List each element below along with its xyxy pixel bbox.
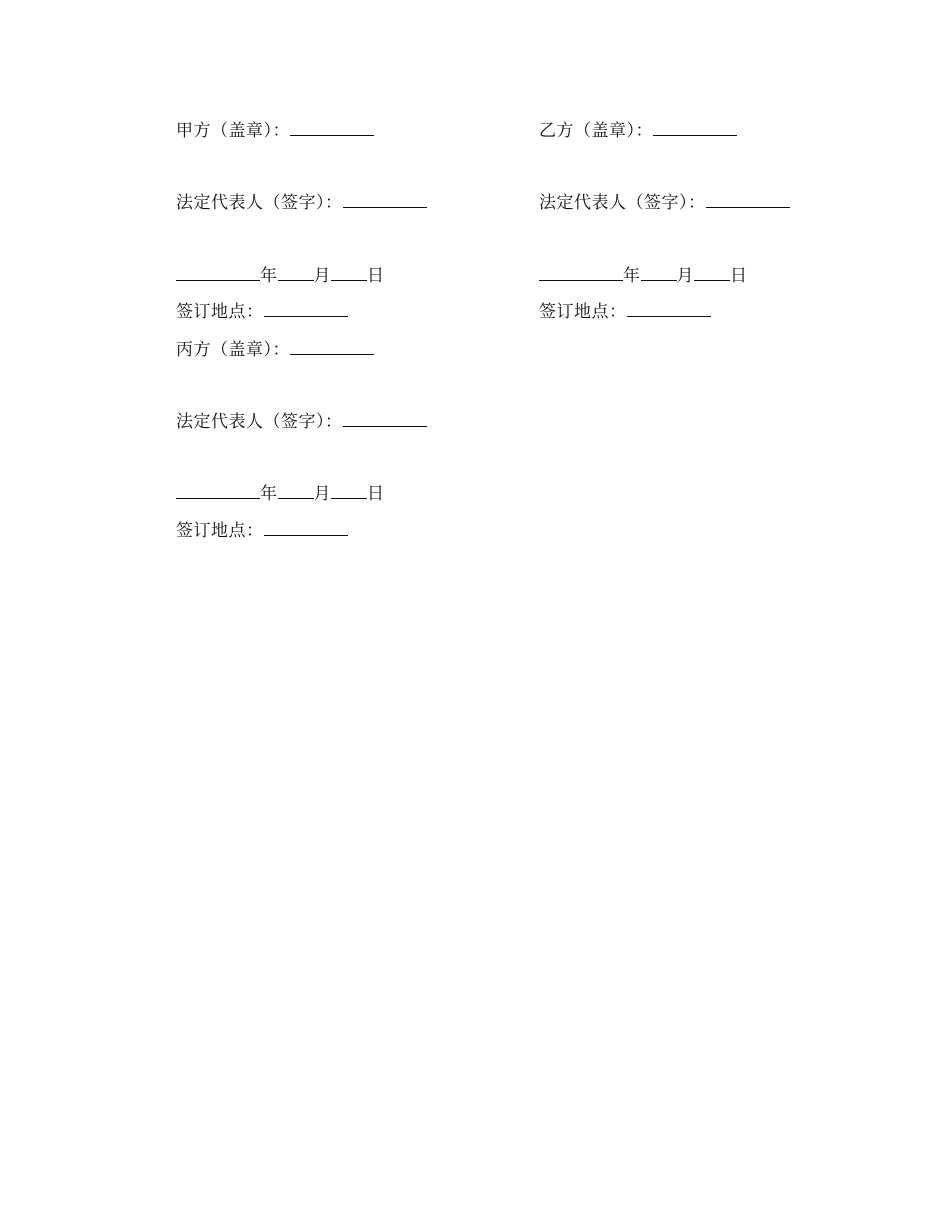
party-c-place-label: 签订地点： bbox=[176, 521, 264, 541]
party-b-month-label: 月 bbox=[676, 266, 694, 286]
party-c-seal-blank[interactable] bbox=[290, 339, 374, 355]
party-a-seal-label: 甲方（盖章）： bbox=[176, 121, 290, 141]
party-c-date-line bbox=[176, 483, 385, 505]
party-c-place-blank[interactable] bbox=[264, 520, 348, 536]
party-c-day-blank[interactable] bbox=[331, 483, 367, 499]
party-b-place-line bbox=[539, 301, 711, 323]
party-b-date-line bbox=[539, 265, 748, 287]
party-c-month-blank[interactable] bbox=[278, 483, 314, 499]
party-a-month-label: 月 bbox=[313, 266, 331, 286]
party-c-rep-blank[interactable] bbox=[343, 411, 427, 427]
party-a-rep-blank[interactable] bbox=[343, 192, 427, 208]
party-b-month-blank[interactable] bbox=[641, 265, 677, 281]
party-a-place-label: 签订地点： bbox=[176, 302, 264, 322]
party-c-rep-label: 法定代表人（签字）： bbox=[176, 412, 343, 432]
party-b-day-blank[interactable] bbox=[694, 265, 730, 281]
party-a-rep-label: 法定代表人（签字）： bbox=[176, 193, 343, 213]
party-c-rep-line bbox=[176, 411, 427, 433]
party-b-rep-line bbox=[539, 192, 790, 214]
party-b-day-label: 日 bbox=[730, 266, 748, 286]
party-c-seal-label: 丙方（盖章）： bbox=[176, 340, 290, 360]
party-a-year-label: 年 bbox=[260, 266, 278, 286]
party-b-place-blank[interactable] bbox=[627, 301, 711, 317]
party-b-seal-blank[interactable] bbox=[653, 120, 737, 136]
party-a-seal-line bbox=[176, 120, 374, 142]
party-b-seal-line bbox=[539, 120, 737, 142]
party-a-month-blank[interactable] bbox=[278, 265, 314, 281]
party-c-seal-line bbox=[176, 339, 374, 361]
party-b-place-label: 签订地点： bbox=[539, 302, 627, 322]
party-a-day-label: 日 bbox=[367, 266, 385, 286]
party-b-rep-label: 法定代表人（签字）： bbox=[539, 193, 706, 213]
party-a-day-blank[interactable] bbox=[331, 265, 367, 281]
party-c-year-label: 年 bbox=[260, 484, 278, 504]
party-c-year-blank[interactable] bbox=[176, 483, 260, 499]
party-b-year-label: 年 bbox=[623, 266, 641, 286]
party-b-rep-blank[interactable] bbox=[706, 192, 790, 208]
party-a-place-blank[interactable] bbox=[264, 301, 348, 317]
party-a-place-line bbox=[176, 301, 348, 323]
party-a-rep-line bbox=[176, 192, 427, 214]
party-a-year-blank[interactable] bbox=[176, 265, 260, 281]
party-a-seal-blank[interactable] bbox=[290, 120, 374, 136]
party-c-day-label: 日 bbox=[367, 484, 385, 504]
party-c-place-line bbox=[176, 520, 348, 542]
party-b-seal-label: 乙方（盖章）： bbox=[539, 121, 653, 141]
party-c-month-label: 月 bbox=[313, 484, 331, 504]
party-a-date-line bbox=[176, 265, 385, 287]
party-b-year-blank[interactable] bbox=[539, 265, 623, 281]
